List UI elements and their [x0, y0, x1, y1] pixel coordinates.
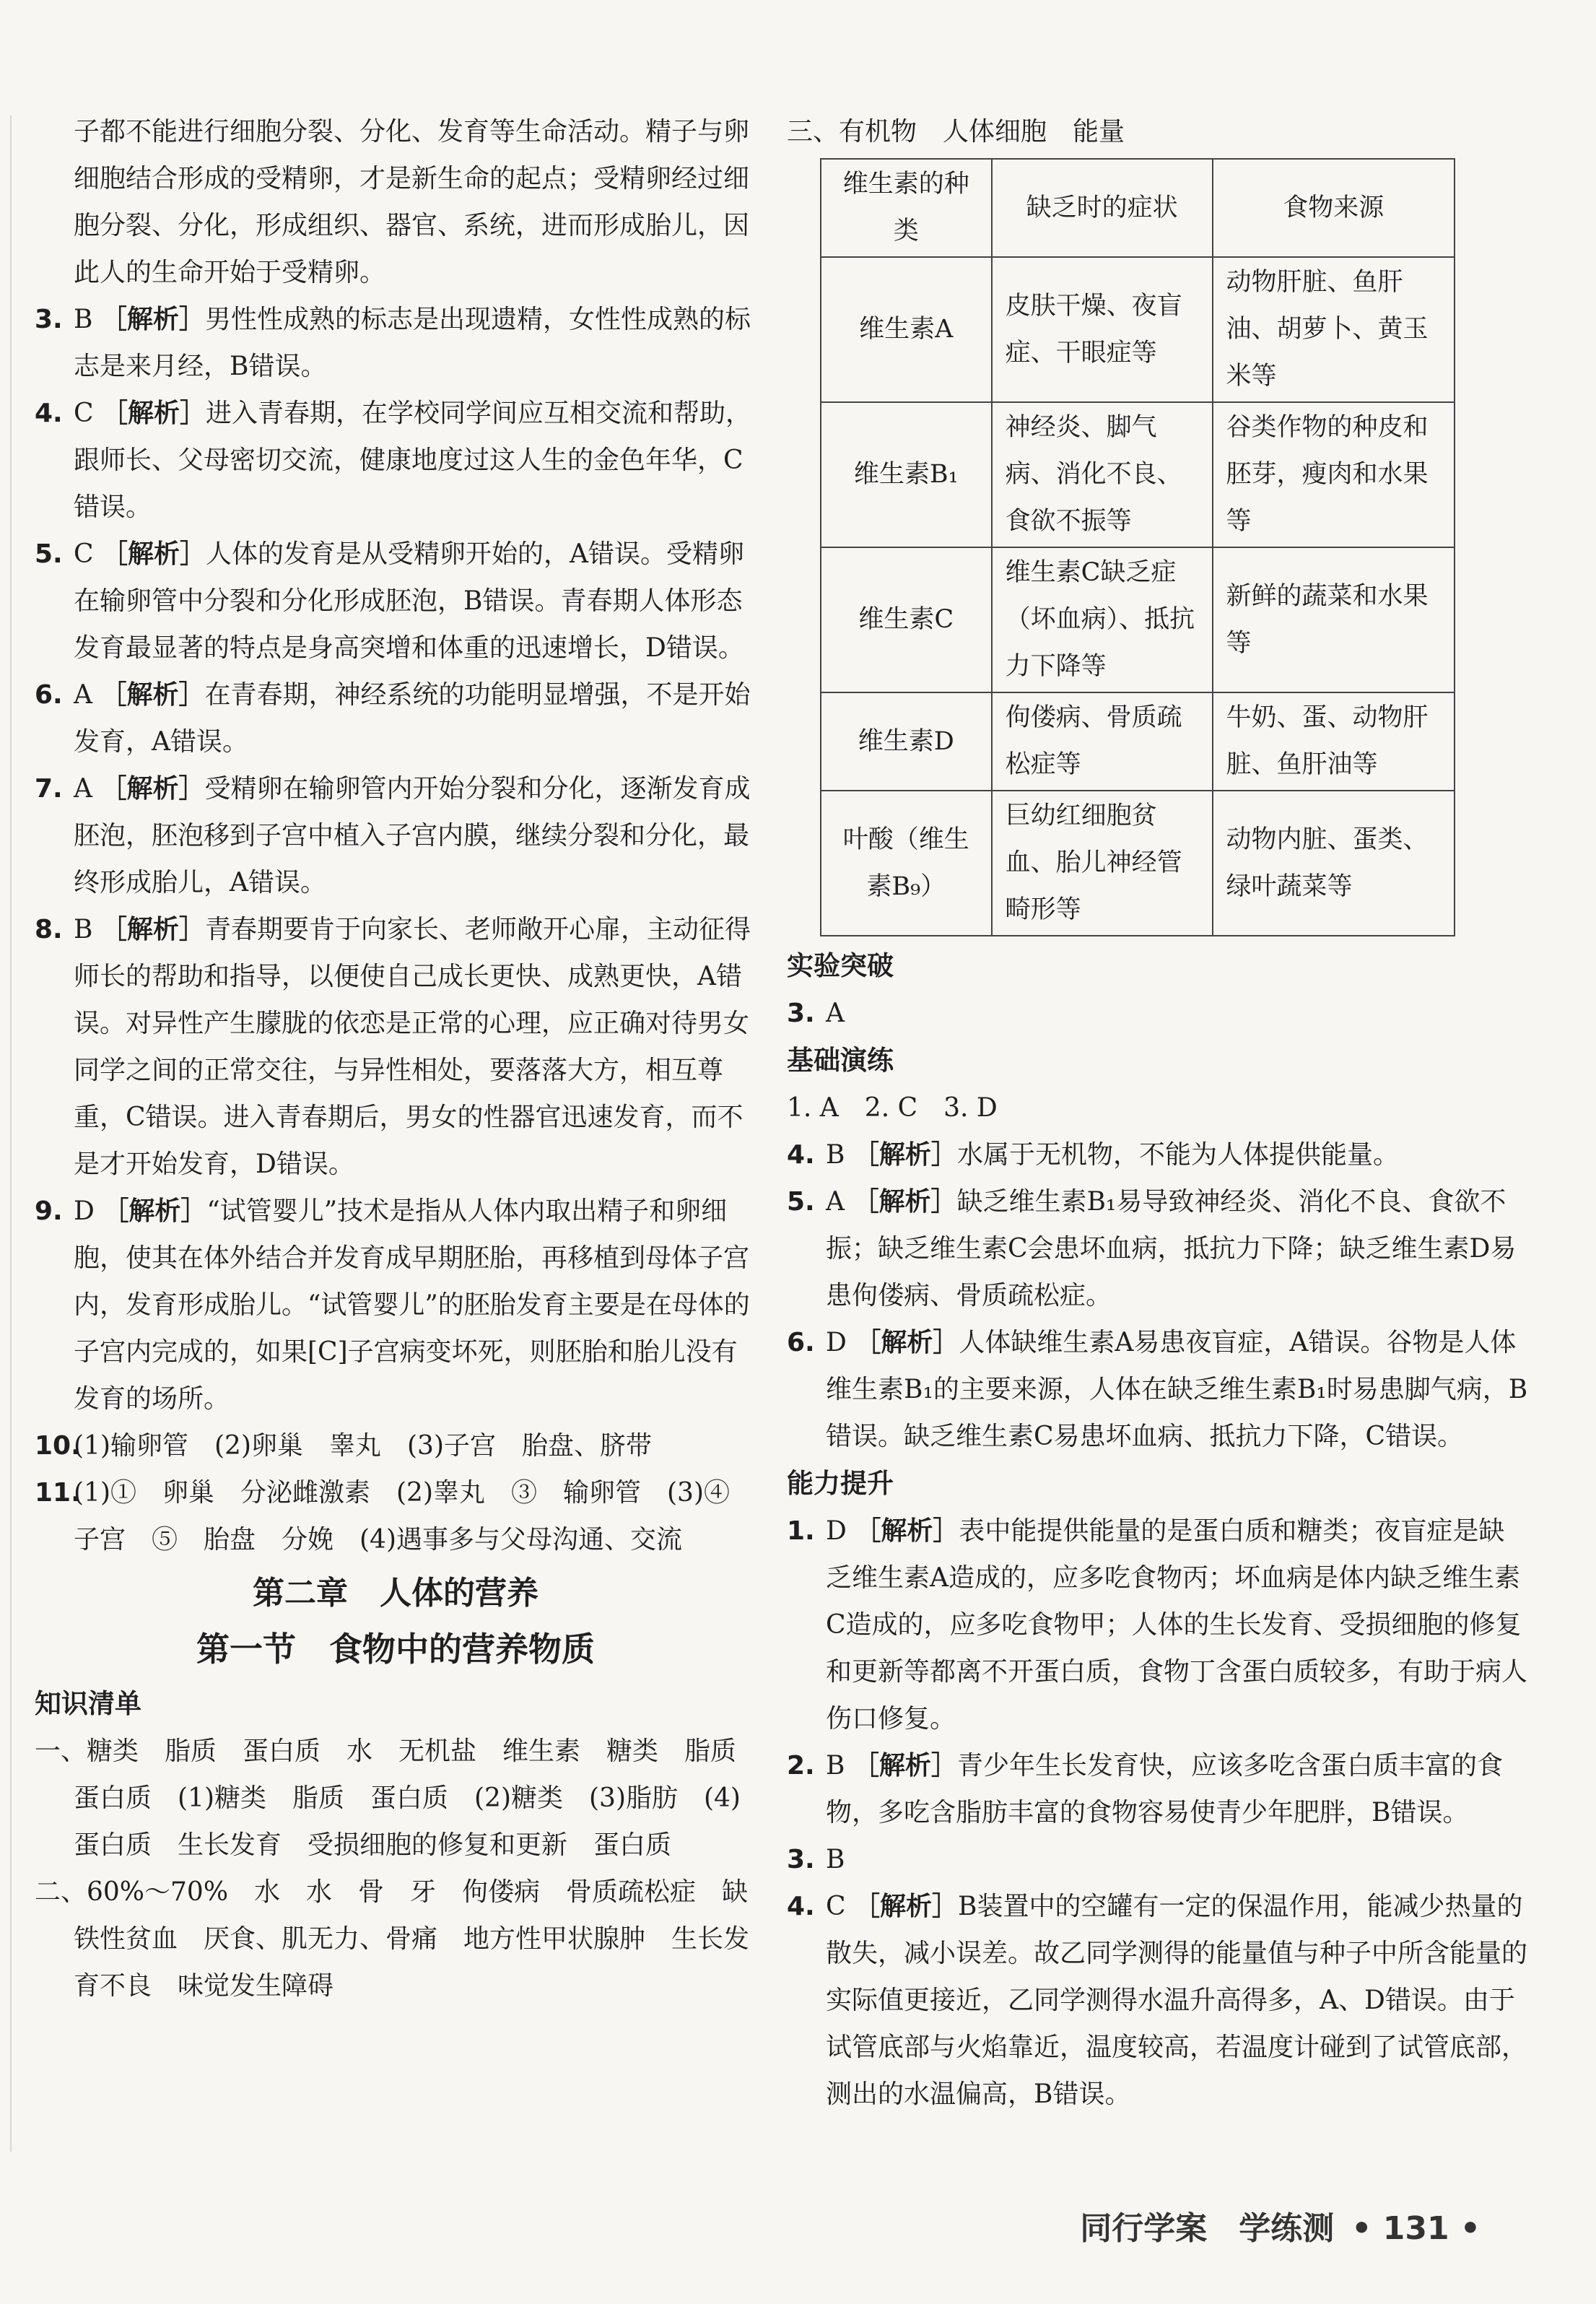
- table-row: [821, 547, 1455, 692]
- answer-9: 9. D ［解析］“试管婴儿”技术是指从人体内取出精子和卵细胞，使其在体外结合并发育成早期胚胎，再移植到母体子宫内，发育形成胎儿。“试管婴儿”的胚胎发育主要是在母体的子宫内完成的，如果[C]子宫病变坏死，则胚胎和胎儿没有发育的场所。: [35, 1196, 750, 1414]
- basic-answer-6: 6. D ［解析］人体缺维生素A易患夜盲症，A错误。谷物是人体维生素B₁的主要来源，人体在缺乏维生素B₁时易患脚气病，B错误。缺乏维生素C易患坏血病、抵抗力下降，C错误。: [787, 1328, 1528, 1451]
- answer-8: 8. B ［解析］青春期要肯于向家长、老师敞开心扉，主动征得师长的帮助和指导，以便使自己成长更快、成熟更快，A错误。对异性产生朦胧的依恋是正常的心理，应正确对待男女同学之间的正常交往，与异性相处，要落落大方，相互尊重，C错误。进入青春期后，男女的性器官迅速发育，而不是才开始发育，D错误。: [35, 915, 751, 1179]
- answer-6: 6. A ［解析］在青春期，神经系统的功能明显增强，不是开始发育，A错误。: [35, 680, 751, 757]
- vitamin-table: [820, 158, 1455, 936]
- table-cell: 维生素C缺乏症（坏血病）、抵抗力下降等: [992, 547, 1213, 692]
- knowledge-item-3: 三、有机物 人体细胞 能量: [787, 117, 1125, 147]
- basic-answer-5: 5. A ［解析］缺乏维生素B₁易导致神经炎、消化不良、食欲不振；缺乏维生素C会患坏血病，抵抗力下降；缺乏维生素D易患佝偻病、骨质疏松症。: [787, 1187, 1517, 1310]
- page-footer: [1080, 2202, 1481, 2248]
- table-header: 食物来源: [1213, 159, 1455, 257]
- knowledge-heading: 知识清单: [35, 1688, 141, 1719]
- table-cell: 维生素C: [821, 547, 992, 692]
- basic-answers-1-3: 1. A 2. C 3. D: [787, 1093, 998, 1123]
- answer-11: 11. (1)① 卵巢 分泌雌激素 (2)睾丸 ③ 输卵管 (3)④ 子宫 ⑤ 胎盘 分娩 (4)遇事多与父母沟通、交流: [35, 1478, 756, 1555]
- ability-heading: 能力提升: [787, 1468, 894, 1499]
- table-cell: 巨幼红细胞贫血、胎儿神经管畸形等: [992, 791, 1213, 936]
- ability-answer-2: 2. B ［解析］青少年生长发育快，应该多吃含蛋白质丰富的食物，多吃含脂肪丰富的食物容易使青少年肥胖，B错误。: [787, 1751, 1503, 1827]
- table-cell: 维生素B₁: [821, 402, 992, 547]
- knowledge-item-1: 一、糖类 脂质 蛋白质 水 无机盐 维生素 糖类 脂质 蛋白质 (1)糖类 脂质 蛋白质 (2)糖类 (3)脂肪 (4)蛋白质 生长发育 受损细胞的修复和更新 蛋白质: [35, 1736, 763, 1860]
- table-cell: 佝偻病、骨质疏松症等: [992, 692, 1213, 791]
- table-row: [821, 692, 1455, 791]
- answer-4: 4. C ［解析］进入青春期，在学校同学间应互相交流和帮助，跟师长、父母密切交流，健康地度过这人生的金色年华，C错误。: [35, 399, 752, 522]
- table-cell: 叶酸（维生素B₉）: [821, 791, 992, 936]
- table-header: 维生素的种类: [821, 159, 992, 257]
- basic-answer-4: 4. B ［解析］水属于无机物，不能为人体提供能量。: [787, 1140, 1399, 1170]
- section-title: 第一节 食物中的营养物质: [196, 1630, 595, 1669]
- experiment-heading: 实验突破: [787, 950, 894, 981]
- footer-brand: 同行学案 学练测: [1080, 2210, 1335, 2247]
- answer-10: 10. (1)输卵管 (2)卵巢 睾丸 (3)子宫 胎盘、脐带: [35, 1431, 652, 1461]
- answer-5: 5. C ［解析］人体的发育是从受精卵开始的，A错误。受精卵在输卵管中分裂和分化形成胚泡，B错误。青春期人体形态发育最显著的特点是身高突增和体重的迅速增长，D错误。: [35, 539, 745, 663]
- margin-line: [10, 116, 12, 2152]
- table-cell: 动物内脏、蛋类、绿叶蔬菜等: [1213, 791, 1455, 936]
- table-row: [821, 791, 1455, 936]
- basic-heading: 基础演练: [787, 1045, 894, 1076]
- table-row: [821, 257, 1455, 402]
- table-cell: 动物肝脏、鱼肝油、胡萝卜、黄玉米等: [1213, 257, 1455, 402]
- table-header: 缺乏时的症状: [992, 159, 1213, 257]
- table-cell: 皮肤干燥、夜盲症、干眼症等: [992, 257, 1213, 402]
- table-cell: 维生素A: [821, 257, 992, 402]
- chapter-title: 第二章 人体的营养: [253, 1575, 538, 1612]
- ability-answer-3: 3. B: [787, 1845, 845, 1874]
- answer-7: 7. A ［解析］受精卵在输卵管内开始分裂和分化，逐渐发育成胚泡，胚泡移到子宫中植入子宫内膜，继续分裂和分化，最终形成胎儿，A错误。: [35, 774, 751, 897]
- ability-answer-4: 4. C ［解析］B装置中的空罐有一定的保温作用，能减少热量的散失，减小误差。故乙同学测得的能量值与种子中所含能量的实际值更接近，乙同学测得水温升高得多，A、D错误。由于试管底部与火焰靠近，温度较高，若温度计碰到了试管底部，测出的水温偏高，B错误。: [787, 1892, 1528, 2109]
- table-row: [821, 402, 1455, 547]
- table-cell: 新鲜的蔬菜和水果等: [1213, 547, 1455, 692]
- table-cell: 维生素D: [821, 692, 992, 791]
- right-column: [787, 108, 1530, 2118]
- page-number: • 131 •: [1351, 2210, 1481, 2247]
- knowledge-item-2: 二、60%～70% 水 水 骨 牙 佝偻病 骨质疏松症 缺铁性贫血 厌食、肌无力、骨痛 地方性甲状腺肿 生长发育不良 味觉发生障碍: [35, 1877, 750, 2001]
- answer-3: 3. B ［解析］男性性成熟的标志是出现遗精，女性性成熟的标志是来月经，B错误。: [35, 305, 751, 381]
- continued-paragraph: 子都不能进行细胞分裂、分化、发育等生命活动。精子与卵细胞结合形成的受精卵，才是新生命的起点；受精卵经过细胞分裂、分化，形成组织、器官、系统，进而形成胎儿，因此人的生命开始于受精卵。: [74, 117, 750, 287]
- table-cell: 神经炎、脚气病、消化不良、食欲不振等: [992, 402, 1213, 547]
- table-cell: 牛奶、蛋、动物肝脏、鱼肝油等: [1213, 692, 1455, 791]
- experiment-answer-3: 3. A: [787, 999, 845, 1028]
- ability-answer-1: 1. D ［解析］表中能提供能量的是蛋白质和糖类；夜盲症是缺乏维生素A造成的，应多吃食物丙；坏血病是体内缺乏维生素C造成的，应多吃食物甲；人体的生长发育、受损细胞的修复和更新等都离不开蛋白质，食物丁含蛋白质较多，有助于病人伤口修复。: [787, 1516, 1528, 1734]
- table-cell: 谷类作物的种皮和胚芽，瘦肉和水果等: [1213, 402, 1455, 547]
- left-column: [35, 108, 763, 2009]
- table-header-row: [821, 159, 1455, 257]
